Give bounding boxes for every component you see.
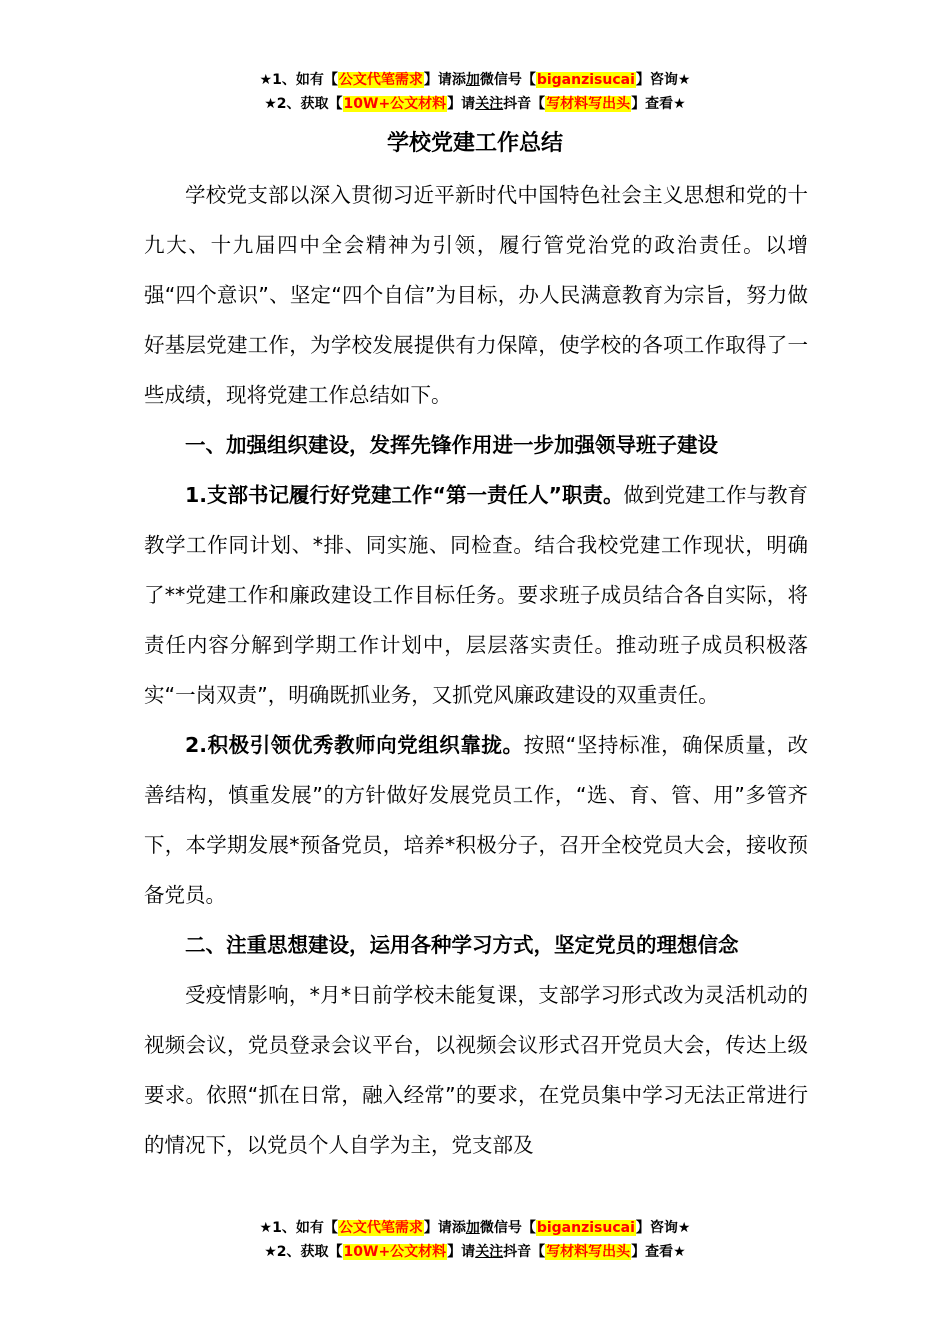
- item-2-lead: 2.积极引领优秀教师向党组织靠拢。: [185, 733, 524, 757]
- promo-line-2: ★2、获取【10W+公文材料】请关注抖音【写材料写出头】查看★: [264, 1244, 686, 1260]
- section-2-heading: 二、注重思想建设，运用各种学习方式，坚定党员的理想信念: [185, 933, 739, 957]
- highlight-service: 公文代笔需求: [338, 72, 423, 88]
- highlight-materials: 10W+公文材料: [343, 1244, 447, 1260]
- item-2-text: 按照“坚持标准，确保质量，改善结构，慎重发展”的方针做好发展党员工作，“选、育、管、用”多管齐下，本学期发展*预备党员，培养*积极分子，召开全校党员大会，接收预备党员。: [144, 733, 808, 907]
- highlight-wechat-id: biganzisucai: [536, 72, 635, 88]
- intro-paragraph: 学校党支部以深入贯彻习近平新时代中国特色社会主义思想和党的十九大、十九届四中全会精神为引领，履行管党治党的政治责任。以增强“四个意识”、坚定“四个自信”为目标，办人民满意教育为宗旨，努力做好基层党建工作，为学校发展提供有力保障，使学校的各项工作取得了一些成绩，现将党建工作总结如下。: [144, 183, 808, 407]
- document-title: 学校党建工作总结: [386, 131, 563, 156]
- promo-line-1: ★1、如有【公文代笔需求】请添加微信号【biganzisucai】咨询★: [259, 1220, 691, 1236]
- item-1-lead: 1.支部书记履行好党建工作“第一责任人”职责。: [185, 483, 624, 507]
- document-body: [144, 170, 808, 1170]
- highlight-wechat-id: biganzisucai: [536, 1220, 635, 1236]
- promo-line-1: ★1、如有【公文代笔需求】请添加微信号【biganzisucai】咨询★: [259, 72, 691, 88]
- highlight-douyin-account: 写材料写出头: [546, 96, 631, 112]
- item-1-text: 做到党建工作与教育教学工作同计划、*排、同实施、同检查。结合我校党建工作现状，明确了**党建工作和廉政建设工作目标任务。要求班子成员结合各自实际，将责任内容分解到学期工作计划中，层层落实责任。推动班子成员积极落实“一岗双责”，明确既抓业务，又抓党风廉政建设的双重责任。: [144, 483, 808, 707]
- section-2-paragraph: 受疫情影响，*月*日前学校未能复课，支部学习形式改为灵活机动的视频会议，党员登录会议平台，以视频会议形式召开党员大会，传达上级要求。依照“抓在日常，融入经常”的要求，在党员集中学习无法正常进行的情况下，以党员个人自学为主，党支部及: [144, 983, 808, 1157]
- item-1-paragraph: [144, 470, 808, 720]
- item-2-paragraph: [144, 720, 808, 920]
- promo-line-2: ★2、获取【10W+公文材料】请关注抖音【写材料写出头】查看★: [264, 96, 686, 112]
- promo-banner-bottom: [0, 1216, 950, 1264]
- section-1-heading: 一、加强组织建设，发挥先锋作用进一步加强领导班子建设: [185, 433, 718, 457]
- highlight-service: 公文代笔需求: [338, 1220, 423, 1236]
- highlight-douyin-account: 写材料写出头: [546, 1244, 631, 1260]
- highlight-materials: 10W+公文材料: [343, 96, 447, 112]
- promo-banner-top: [0, 68, 950, 116]
